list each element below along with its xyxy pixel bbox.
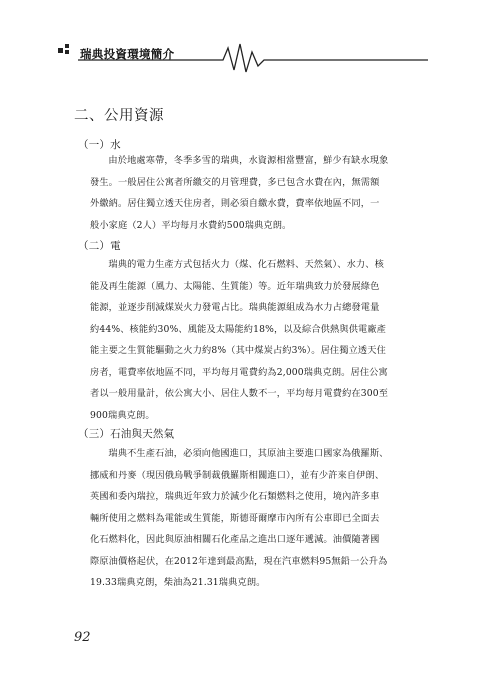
paragraph-line: 發生。一般居住公寓者所繳交的月管理費，多已包含水費在內，無需額 — [90, 176, 380, 188]
subsection-heading-electricity: （二）電 — [78, 240, 121, 252]
paragraph-line: 瑞典的電力生產方式包括火力（煤、化石燃料、天然氣）、水力、核 — [108, 259, 384, 270]
paragraph-line: 能主要之生質能驅動之火力約8%（其中煤炭占約3%）。居住獨立透天住 — [90, 345, 386, 356]
paragraph-line: 際原油價格起伏，在2012年達到最高點，現在汽車燃料95無鉛一公升為 — [90, 555, 388, 567]
paragraph-line: 英國和委內瑞拉，瑞典近年致力於減少化石類燃料之使用，境內許多車 — [90, 491, 380, 502]
paragraph-line: 瑞典不生產石油，必須向他國進口，其原油主要進口國家為俄羅斯、 — [108, 448, 389, 459]
page-number: 92 — [74, 630, 91, 645]
paragraph-oil-gas — [90, 443, 408, 594]
header-title: 瑞典投資環境簡介 — [80, 47, 175, 61]
subsection-heading-water: （一）水 — [78, 139, 121, 151]
paragraph-water — [90, 150, 408, 236]
paragraph-line: 能及再生能源（風力、太陽能、生質能）等。近年瑞典致力於發展綠色 — [90, 280, 380, 292]
paragraph-line: 挪威和丹麥（現因俄烏戰爭制裁俄羅斯相關進口），並有少許來自伊朗、 — [90, 469, 385, 481]
paragraph-line: 者以一般用量計，依公寓大小、居住人數不一，平均每月電費約在300至 — [90, 388, 389, 399]
paragraph-line: 房者，電費率依地區不同，平均每月電費約為2,000瑞典克朗。居住公寓 — [90, 366, 388, 378]
section-title: 二、公用資源 — [74, 108, 164, 124]
paragraph-line: 輛所使用之燃料為電能或生質能，斯德哥爾摩市內所有公車即已全面去 — [90, 512, 380, 524]
paragraph-line: 能源，並逐步削減煤炭火力發電占比。瑞典能源組成為水力占總發電量 — [90, 302, 380, 313]
paragraph-line: 化石燃料化，因此與原油相關石化產品之進出口逐年遞減。油價隨著國 — [90, 534, 380, 545]
paragraph-line: 19.33瑞典克朗，柴油為21.31瑞典克朗。 — [90, 577, 266, 588]
paragraph-line: 約44%、核能約30%、風能及太陽能約18%，以及綜合供熱與供電廠產 — [90, 323, 387, 335]
running-header — [58, 40, 428, 80]
paragraph-line: 900瑞典克朗。 — [90, 409, 155, 421]
paragraph-line: 由於地處寒帶，冬季多雪的瑞典，水資源相當豐富，鮮少有缺水現象 — [108, 155, 389, 166]
paragraph-electricity — [90, 254, 408, 426]
paragraph-line: 般小家庭（2人）平均每月水費約500瑞典克朗。 — [90, 219, 292, 231]
subsection-heading-oil-gas: （三）石油與天然氣 — [78, 428, 175, 440]
paragraph-line: 外繳納。居住獨立透天住房者，則必須自繳水費，費率依地區不同，一 — [90, 198, 380, 209]
